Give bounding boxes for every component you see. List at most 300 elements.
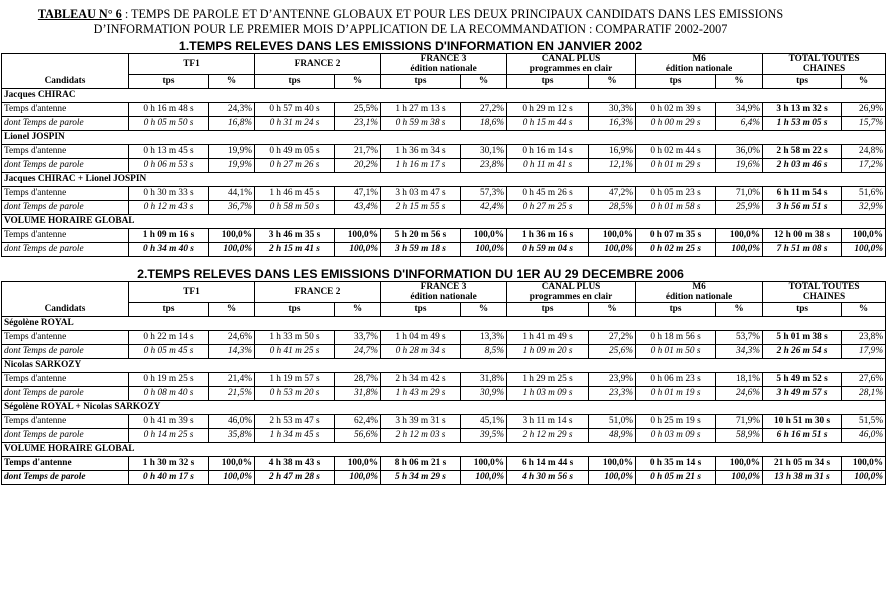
section-title: 1.TEMPS RELEVES DANS LES EMISSIONS D'INFORMATION EN JANVIER 2002 [178,39,643,53]
row-label: Temps d'antenne [2,331,129,345]
candidate-name: Jacques CHIRAC [2,89,886,103]
time-cell: 3 h 46 m 35 s [255,229,335,243]
time-cell: 4 h 38 m 43 s [255,457,335,471]
table-number: TABLEAU N° 6 [37,7,122,21]
time-cell: 0 h 05 m 21 s [636,471,716,485]
channel-name: TOTAL TOUTES [788,282,860,292]
table-row [2,145,886,159]
percent-cell: 62,4% [335,415,381,429]
channel-header [763,54,886,75]
pct-header: % [716,75,763,89]
table-row [2,229,886,243]
percent-cell: 71,9% [716,415,763,429]
time-cell: 4 h 30 m 56 s [507,471,589,485]
pct-header: % [335,303,381,317]
time-cell: 5 h 01 m 38 s [763,331,842,345]
time-cell: 1 h 16 m 17 s [381,159,461,173]
time-cell: 8 h 06 m 21 s [381,457,461,471]
channel-name: FRANCE 3 [420,54,467,64]
percent-cell: 46,0% [842,429,886,443]
tps-header: tps [255,75,335,89]
row-label: Temps d'antenne [2,187,129,201]
channel-header [255,282,381,303]
row-label: Temps d'antenne [2,145,129,159]
time-cell: 1 h 19 m 57 s [255,373,335,387]
time-cell: 1 h 29 m 25 s [507,373,589,387]
percent-cell: 100,0% [716,229,763,243]
time-cell: 0 h 01 m 50 s [636,345,716,359]
row-label: Temps d'antenne [2,457,129,471]
percent-cell: 24,6% [716,387,763,401]
percent-cell: 28,1% [842,387,886,401]
percent-cell: 23,3% [589,387,636,401]
percent-cell: 100,0% [461,471,507,485]
time-cell: 0 h 01 m 29 s [636,159,716,173]
percent-cell: 19,9% [209,159,255,173]
time-cell: 2 h 53 m 47 s [255,415,335,429]
table-row [2,243,886,257]
percent-cell: 71,0% [716,187,763,201]
percent-cell: 100,0% [589,457,636,471]
channel-header [255,54,381,75]
percent-cell: 100,0% [842,243,886,257]
channel-subtitle: CHAINES [802,64,846,74]
time-cell: 2 h 47 m 28 s [255,471,335,485]
document-title [0,0,821,37]
time-cell: 0 h 35 m 14 s [636,457,716,471]
percent-cell: 48,9% [589,429,636,443]
percent-cell: 12,1% [589,159,636,173]
percent-cell: 13,3% [461,331,507,345]
time-cell: 0 h 05 m 45 s [129,345,209,359]
tps-header: tps [507,75,589,89]
percent-cell: 31,8% [335,387,381,401]
percent-cell: 17,2% [842,159,886,173]
channel-header [507,282,636,303]
time-cell: 1 h 34 m 45 s [255,429,335,443]
time-cell: 1 h 09 m 20 s [507,345,589,359]
table-row [2,387,886,401]
tps-header: tps [636,75,716,89]
row-label: dont Temps de parole [2,471,129,485]
percent-cell: 58,9% [716,429,763,443]
candidate-name: Nicolas SARKOZY [2,359,886,373]
time-cell: 0 h 34 m 40 s [129,243,209,257]
percent-cell: 57,3% [461,187,507,201]
time-cell: 0 h 57 m 40 s [255,103,335,117]
percent-cell: 100,0% [209,471,255,485]
percent-cell: 43,4% [335,201,381,215]
time-cell: 3 h 13 m 32 s [763,103,842,117]
percent-cell: 25,5% [335,103,381,117]
percent-cell: 24,7% [335,345,381,359]
pct-header: % [461,75,507,89]
time-cell: 0 h 59 m 38 s [381,117,461,131]
data-table [1,281,886,485]
percent-cell: 30,1% [461,145,507,159]
tps-header: tps [763,75,842,89]
percent-cell: 100,0% [842,457,886,471]
percent-cell: 51,0% [589,415,636,429]
percent-cell: 51,6% [842,187,886,201]
channel-name: M6 [692,54,706,64]
time-cell: 2 h 26 m 54 s [763,345,842,359]
pct-header: % [842,75,886,89]
percent-cell: 23,1% [335,117,381,131]
time-cell: 0 h 41 m 25 s [255,345,335,359]
time-cell: 0 h 59 m 04 s [507,243,589,257]
row-label: dont Temps de parole [2,429,129,443]
data-table [1,53,886,257]
percent-cell: 27,2% [461,103,507,117]
time-cell: 0 h 05 m 50 s [129,117,209,131]
percent-cell: 16,3% [589,117,636,131]
percent-cell: 6,4% [716,117,763,131]
channel-subtitle: édition nationale [665,64,733,74]
time-cell: 1 h 41 m 49 s [507,331,589,345]
header-blank [2,282,129,303]
percent-cell: 26,9% [842,103,886,117]
time-cell: 3 h 39 m 31 s [381,415,461,429]
table-row [2,415,886,429]
time-cell: 0 h 53 m 20 s [255,387,335,401]
candidats-header: Candidats [2,75,129,89]
time-cell: 0 h 29 m 12 s [507,103,589,117]
percent-cell: 23,9% [589,373,636,387]
percent-cell: 28,7% [335,373,381,387]
time-cell: 0 h 06 m 53 s [129,159,209,173]
channel-name: CANAL PLUS [541,54,601,64]
time-cell: 0 h 16 m 14 s [507,145,589,159]
channel-name: TOTAL TOUTES [788,54,860,64]
time-cell: 12 h 00 m 38 s [763,229,842,243]
row-label: Temps d'antenne [2,229,129,243]
percent-cell: 100,0% [335,229,381,243]
channel-header [129,282,255,303]
percent-cell: 56,6% [335,429,381,443]
percent-cell: 24,8% [842,145,886,159]
table-row [2,201,886,215]
channel-header [507,54,636,75]
time-cell: 21 h 05 m 34 s [763,457,842,471]
candidate-name: VOLUME HORAIRE GLOBAL [2,443,886,457]
percent-cell: 100,0% [716,457,763,471]
percent-cell: 100,0% [589,229,636,243]
time-cell: 1 h 36 m 16 s [507,229,589,243]
channel-header [763,282,886,303]
time-cell: 2 h 58 m 22 s [763,145,842,159]
time-cell: 0 h 08 m 40 s [129,387,209,401]
percent-cell: 35,8% [209,429,255,443]
row-label: dont Temps de parole [2,159,129,173]
time-cell: 0 h 41 m 39 s [129,415,209,429]
time-cell: 0 h 30 m 33 s [129,187,209,201]
candidate-name: VOLUME HORAIRE GLOBAL [2,215,886,229]
row-label: Temps d'antenne [2,373,129,387]
time-cell: 1 h 43 m 29 s [381,387,461,401]
pct-header: % [842,303,886,317]
tps-header: tps [763,303,842,317]
percent-cell: 100,0% [842,471,886,485]
time-cell: 0 h 01 m 58 s [636,201,716,215]
time-cell: 1 h 27 m 13 s [381,103,461,117]
percent-cell: 34,3% [716,345,763,359]
percent-cell: 30,3% [589,103,636,117]
time-cell: 1 h 36 m 34 s [381,145,461,159]
table-row [2,373,886,387]
header-blank [2,54,129,75]
time-cell: 5 h 49 m 52 s [763,373,842,387]
pct-header: % [209,303,255,317]
time-cell: 3 h 49 m 57 s [763,387,842,401]
sections-container [0,39,884,485]
percent-cell: 33,7% [335,331,381,345]
percent-cell: 20,2% [335,159,381,173]
table-row [2,345,886,359]
time-cell: 1 h 04 m 49 s [381,331,461,345]
time-cell: 0 h 02 m 25 s [636,243,716,257]
percent-cell: 24,6% [209,331,255,345]
percent-cell: 100,0% [461,457,507,471]
time-cell: 2 h 03 m 46 s [763,159,842,173]
pct-header: % [461,303,507,317]
percent-cell: 100,0% [589,471,636,485]
candidats-header: Candidats [2,303,129,317]
time-cell: 1 h 53 m 05 s [763,117,842,131]
time-cell: 0 h 45 m 26 s [507,187,589,201]
percent-cell: 21,5% [209,387,255,401]
channel-subtitle: programmes en clair [529,292,613,302]
percent-cell: 39,5% [461,429,507,443]
percent-cell: 8,5% [461,345,507,359]
tps-header: tps [636,303,716,317]
percent-cell: 28,5% [589,201,636,215]
percent-cell: 25,6% [589,345,636,359]
time-cell: 0 h 49 m 05 s [255,145,335,159]
time-cell: 2 h 34 m 42 s [381,373,461,387]
time-cell: 6 h 11 m 54 s [763,187,842,201]
table-row [2,457,886,471]
percent-cell: 14,3% [209,345,255,359]
time-cell: 0 h 00 m 29 s [636,117,716,131]
pct-header: % [589,303,636,317]
percent-cell: 100,0% [209,229,255,243]
channel-subtitle: CHAINES [802,292,846,302]
row-label: dont Temps de parole [2,345,129,359]
time-cell: 1 h 09 m 16 s [129,229,209,243]
channel-name: M6 [692,282,706,292]
channel-subtitle: édition nationale [410,64,477,74]
time-cell: 0 h 02 m 39 s [636,103,716,117]
percent-cell: 16,8% [209,117,255,131]
table-row [2,187,886,201]
table-row [2,117,886,131]
time-cell: 0 h 13 m 45 s [129,145,209,159]
time-cell: 5 h 20 m 56 s [381,229,461,243]
section-title: 2.TEMPS RELEVES DANS LES EMISSIONS D'INFORMATION DU 1ER AU 29 DECEMBRE 2006 [137,267,684,281]
channel-name: FRANCE 2 [294,286,341,297]
time-cell: 5 h 34 m 29 s [381,471,461,485]
percent-cell: 21,7% [335,145,381,159]
percent-cell: 27,2% [589,331,636,345]
time-cell: 0 h 27 m 25 s [507,201,589,215]
time-cell: 0 h 02 m 44 s [636,145,716,159]
pct-header: % [716,303,763,317]
percent-cell: 30,9% [461,387,507,401]
percent-cell: 100,0% [461,229,507,243]
channel-header [129,54,255,75]
candidate-name: Jacques CHIRAC + Lionel JOSPIN [2,173,886,187]
table-row [2,429,886,443]
percent-cell: 21,4% [209,373,255,387]
table-row [2,331,886,345]
time-cell: 1 h 33 m 50 s [255,331,335,345]
channel-header [381,282,507,303]
percent-cell: 42,4% [461,201,507,215]
row-label: dont Temps de parole [2,117,129,131]
row-label: dont Temps de parole [2,243,129,257]
percent-cell: 31,8% [461,373,507,387]
pct-header: % [589,75,636,89]
time-cell: 0 h 06 m 23 s [636,373,716,387]
channel-name: FRANCE 2 [294,58,341,69]
percent-cell: 19,6% [716,159,763,173]
percent-cell: 36,0% [716,145,763,159]
time-cell: 2 h 15 m 41 s [255,243,335,257]
percent-cell: 100,0% [589,243,636,257]
time-cell: 0 h 03 m 09 s [636,429,716,443]
channel-name: TF1 [183,286,200,297]
percent-cell: 100,0% [842,229,886,243]
time-cell: 6 h 14 m 44 s [507,457,589,471]
percent-cell: 36,7% [209,201,255,215]
percent-cell: 44,1% [209,187,255,201]
table-row [2,471,886,485]
time-cell: 0 h 11 m 41 s [507,159,589,173]
time-cell: 0 h 40 m 17 s [129,471,209,485]
channel-header [636,282,763,303]
time-cell: 0 h 19 m 25 s [129,373,209,387]
percent-cell: 19,9% [209,145,255,159]
time-cell: 3 h 59 m 18 s [381,243,461,257]
time-cell: 0 h 15 m 44 s [507,117,589,131]
pct-header: % [209,75,255,89]
time-cell: 2 h 12 m 29 s [507,429,589,443]
percent-cell: 46,0% [209,415,255,429]
time-cell: 0 h 07 m 35 s [636,229,716,243]
percent-cell: 18,1% [716,373,763,387]
time-cell: 0 h 18 m 56 s [636,331,716,345]
tps-header: tps [507,303,589,317]
percent-cell: 100,0% [716,471,763,485]
percent-cell: 100,0% [209,243,255,257]
time-cell: 2 h 12 m 03 s [381,429,461,443]
tps-header: tps [381,303,461,317]
time-cell: 13 h 38 m 31 s [763,471,842,485]
percent-cell: 100,0% [716,243,763,257]
row-label: Temps d'antenne [2,103,129,117]
percent-cell: 45,1% [461,415,507,429]
time-cell: 10 h 51 m 30 s [763,415,842,429]
tps-header: tps [129,75,209,89]
tps-header: tps [255,303,335,317]
table-row [2,159,886,173]
row-label: Temps d'antenne [2,415,129,429]
time-cell: 0 h 14 m 25 s [129,429,209,443]
table-row [2,103,886,117]
channel-name: TF1 [183,58,200,69]
candidate-name: Lionel JOSPIN [2,131,886,145]
candidate-name: Ségolène ROYAL + Nicolas SARKOZY [2,401,886,415]
percent-cell: 17,9% [842,345,886,359]
percent-cell: 53,7% [716,331,763,345]
channel-name: CANAL PLUS [541,282,601,292]
percent-cell: 100,0% [335,457,381,471]
time-cell: 1 h 03 m 09 s [507,387,589,401]
percent-cell: 27,6% [842,373,886,387]
channel-header [636,54,763,75]
time-cell: 0 h 58 m 50 s [255,201,335,215]
time-cell: 0 h 16 m 48 s [129,103,209,117]
pct-header: % [335,75,381,89]
percent-cell: 15,7% [842,117,886,131]
percent-cell: 100,0% [209,457,255,471]
candidate-name: Ségolène ROYAL [2,317,886,331]
percent-cell: 51,5% [842,415,886,429]
percent-cell: 18,6% [461,117,507,131]
time-cell: 0 h 22 m 14 s [129,331,209,345]
time-cell: 3 h 03 m 47 s [381,187,461,201]
time-cell: 0 h 31 m 24 s [255,117,335,131]
time-cell: 3 h 56 m 51 s [763,201,842,215]
time-cell: 1 h 46 m 45 s [255,187,335,201]
percent-cell: 47,2% [589,187,636,201]
row-label: dont Temps de parole [2,387,129,401]
time-cell: 7 h 51 m 08 s [763,243,842,257]
time-cell: 3 h 11 m 14 s [507,415,589,429]
channel-subtitle: programmes en clair [529,64,613,74]
time-cell: 0 h 28 m 34 s [381,345,461,359]
time-cell: 0 h 25 m 19 s [636,415,716,429]
channel-subtitle: édition nationale [665,292,733,302]
time-cell: 0 h 27 m 26 s [255,159,335,173]
percent-cell: 32,9% [842,201,886,215]
percent-cell: 23,8% [842,331,886,345]
channel-name: FRANCE 3 [420,282,467,292]
tps-header: tps [381,75,461,89]
percent-cell: 34,9% [716,103,763,117]
title-line-2: D’INFORMATION POUR LE PREMIER MOIS D’APPLICATION DE LA RECOMMANDATION : COMPARATIF 2002-2007 [93,22,728,36]
row-label: dont Temps de parole [2,201,129,215]
percent-cell: 47,1% [335,187,381,201]
percent-cell: 25,9% [716,201,763,215]
time-cell: 0 h 12 m 43 s [129,201,209,215]
channel-header [381,54,507,75]
percent-cell: 24,3% [209,103,255,117]
channel-subtitle: édition nationale [410,292,477,302]
time-cell: 6 h 16 m 51 s [763,429,842,443]
percent-cell: 100,0% [335,243,381,257]
time-cell: 0 h 05 m 23 s [636,187,716,201]
percent-cell: 23,8% [461,159,507,173]
tps-header: tps [129,303,209,317]
time-cell: 0 h 01 m 19 s [636,387,716,401]
time-cell: 1 h 30 m 32 s [129,457,209,471]
percent-cell: 16,9% [589,145,636,159]
time-cell: 2 h 15 m 55 s [381,201,461,215]
percent-cell: 100,0% [461,243,507,257]
title-line-1: : TEMPS DE PAROLE ET D’ANTENNE GLOBAUX ET POUR LES DEUX PRINCIPAUX CANDIDATS DANS LES EMISSIONS [121,7,784,21]
